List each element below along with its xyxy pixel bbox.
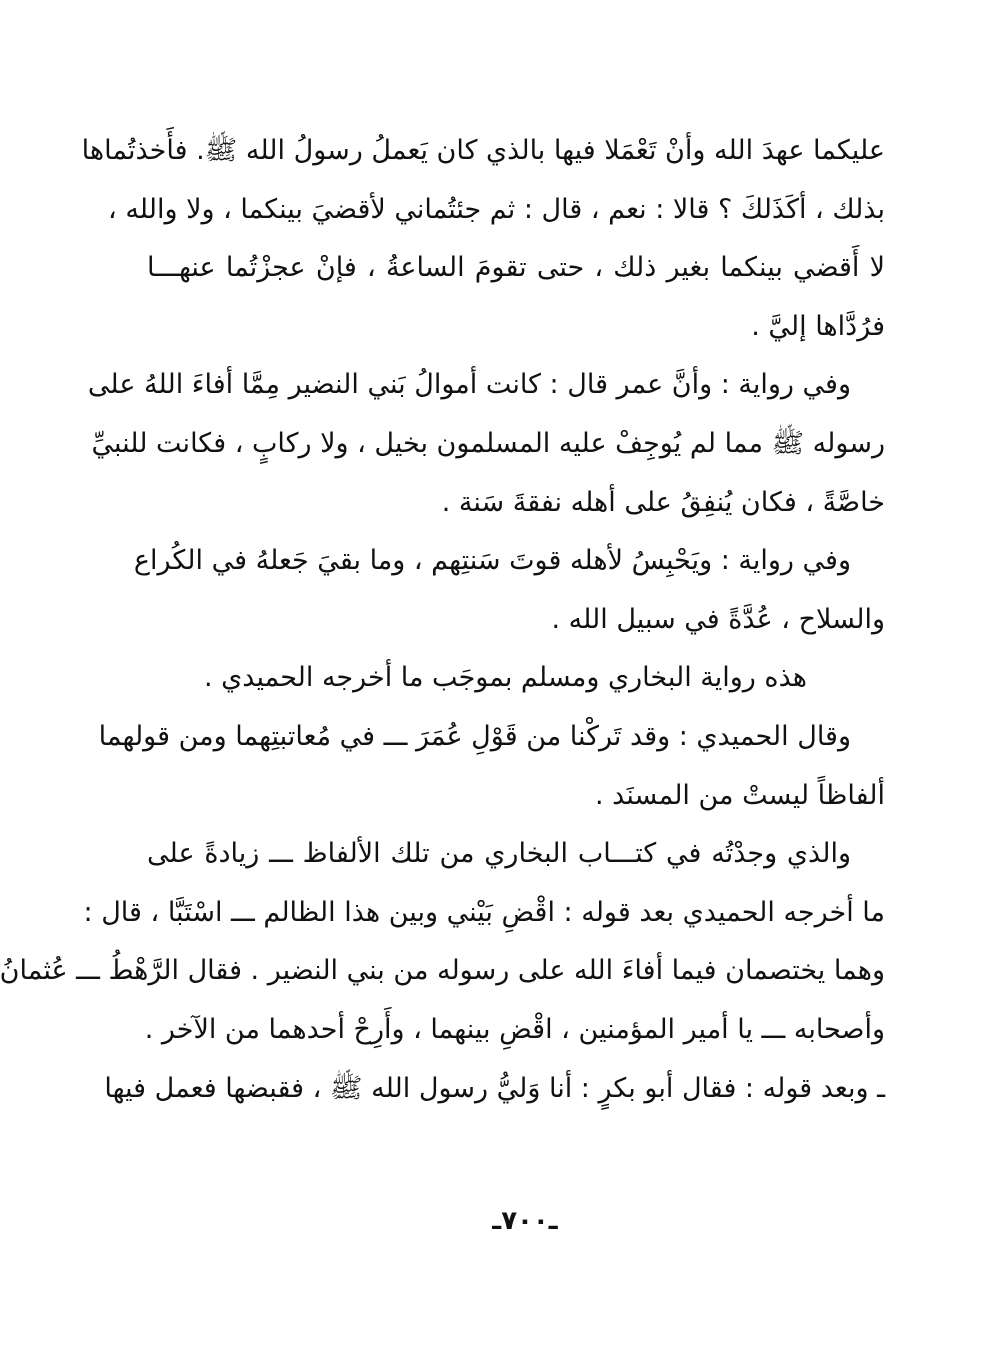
text-line: والسلاح ، عُدَّةً في سبيل الله . xyxy=(551,603,885,635)
text-line: بذلك ، أكَذَلكَ ؟ قالا : نعم ، قال : ثم جئتُماني لأقضيَ بينكما ، ولا والله ، xyxy=(108,193,885,225)
text-line: وفي رواية : وأنَّ عمر قال : كانت أموالُ بَني النضير مِمَّا أفاءَ اللهُ على xyxy=(87,369,851,401)
text-line: لا أَقضي بينكما بغير ذلك ، حتى تقومَ الساعةُ ، فإنْ عجزْتُما عنهـــا xyxy=(147,252,885,284)
text-line: وقال الحميدي : وقد تَركْنا من قَوْلِ عُمَرَ ـــ في مُعاتبتِهما ومن قولهما xyxy=(98,720,851,752)
text-line: عليكما عهدَ الله وأنْ تَعْمَلا فيها بالذي كان يَعملُ رسولُ الله ﷺ. فأَخذتُماها xyxy=(81,135,885,166)
text-line: هذه رواية البخاري ومسلم بموجَب ما أخرجه الحميدي . xyxy=(203,662,807,694)
text-line: ألفاظاً ليستْ من المسنَد . xyxy=(595,779,885,811)
page-number: ـ٧٠٠ـ xyxy=(492,1206,558,1236)
text-line: فرُدَّاها إليَّ . xyxy=(751,310,885,342)
text-line: ما أخرجه الحميدي بعد قوله : اقْضِ بَيْني وبين هذا الظالم ـــ اسْتَبَّا ، قال : xyxy=(83,896,885,928)
text-line: خاصَّةً ، فكان يُنفِقُ على أهله نفقةَ سَنة . xyxy=(441,486,885,518)
text-line: رسوله ﷺ مما لم يُوجِفْ عليه المسلمون بخيل ، ولا ركابٍ ، فكانت للنبيِّ xyxy=(91,427,885,459)
text-line: وفي رواية : ويَحْبِسُ لأهله قوتَ سَنتِهم ، وما بقيَ جَعلهُ في الكُراع xyxy=(133,545,851,577)
text-line: ـ وبعد قوله : فقال أبو بكرٍ : أنا وَليُّ رسول الله ﷺ ، فقبضها فعمل فيها xyxy=(104,1072,885,1104)
text-line: والذي وجدْتُه في كتـــاب البخاري من تلك الألفاظ ـــ زيادةً على xyxy=(147,838,851,870)
body-text xyxy=(0,122,885,1118)
text-line: وهما يختصمان فيما أفاءَ الله على رسوله من بني النضير . فقال الرَّهْطُ ـــ عُثمانُ xyxy=(0,955,885,987)
text-line: وأصحابه ـــ يا أمير المؤمنين ، اقْضِ بينهما ، وأَرِحْ أحدهما من الآخر . xyxy=(144,1013,885,1045)
